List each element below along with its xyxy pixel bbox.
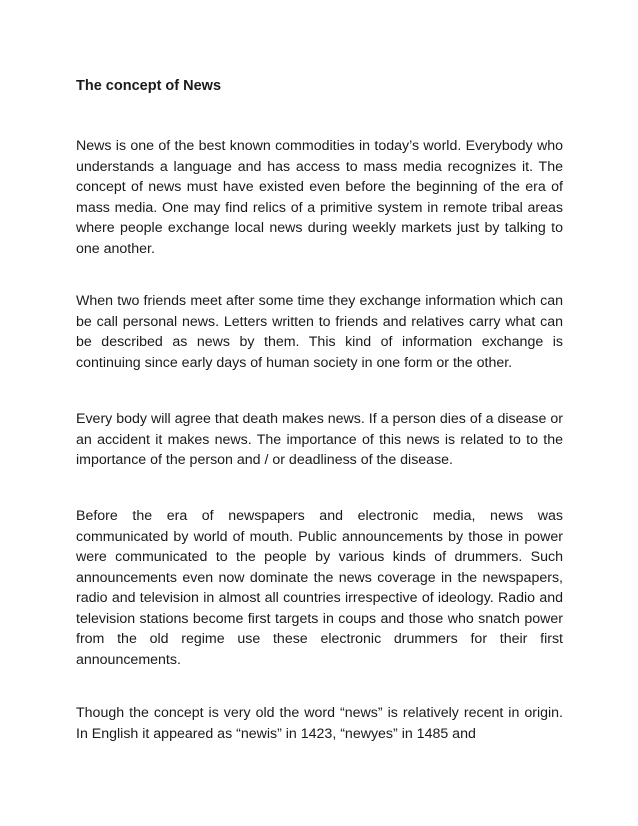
paragraph-5: Though the concept is very old the word “news” is relatively recent in origin. In English it appeared as “newis” in 1423, “newyes” in 1485 and (76, 705, 563, 742)
paragraph-4: Before the era of newspapers and electronic media, news was communicated by world of mouth. Public announcements by those in power were communicated to the people by various kinds of drummers. Such announcements even now dominate the news coverage in the newspapers, radio and television in almost all countries irrespective of ideology. Radio and television stations become first targets in coups and those who snatch power from the old regime use these electronic drummers for their first announcements. (76, 508, 563, 668)
paragraph-2: When two friends meet after some time they exchange information which can be call personal news. Letters written to friends and relatives carry what can be described as news by them. This kind of information exchange is continuing since early days of human society in one form or the other. (76, 293, 563, 371)
paragraph-3: Every body will agree that death makes news. If a person dies of a disease or an accident it makes news. The importance of this news is related to to the importance of the person and / or deadliness of the disease. (76, 411, 563, 468)
paragraph-1: News is one of the best known commodities in today’s world. Everybody who understands a language and has access to mass media recognizes it. The concept of news must have existed even before the beginning of the era of mass media. One may find relics of a primitive system in remote tribal areas where people exchange local news during weekly markets just by talking to one another. (76, 138, 563, 257)
document-title: The concept of News (76, 78, 222, 94)
